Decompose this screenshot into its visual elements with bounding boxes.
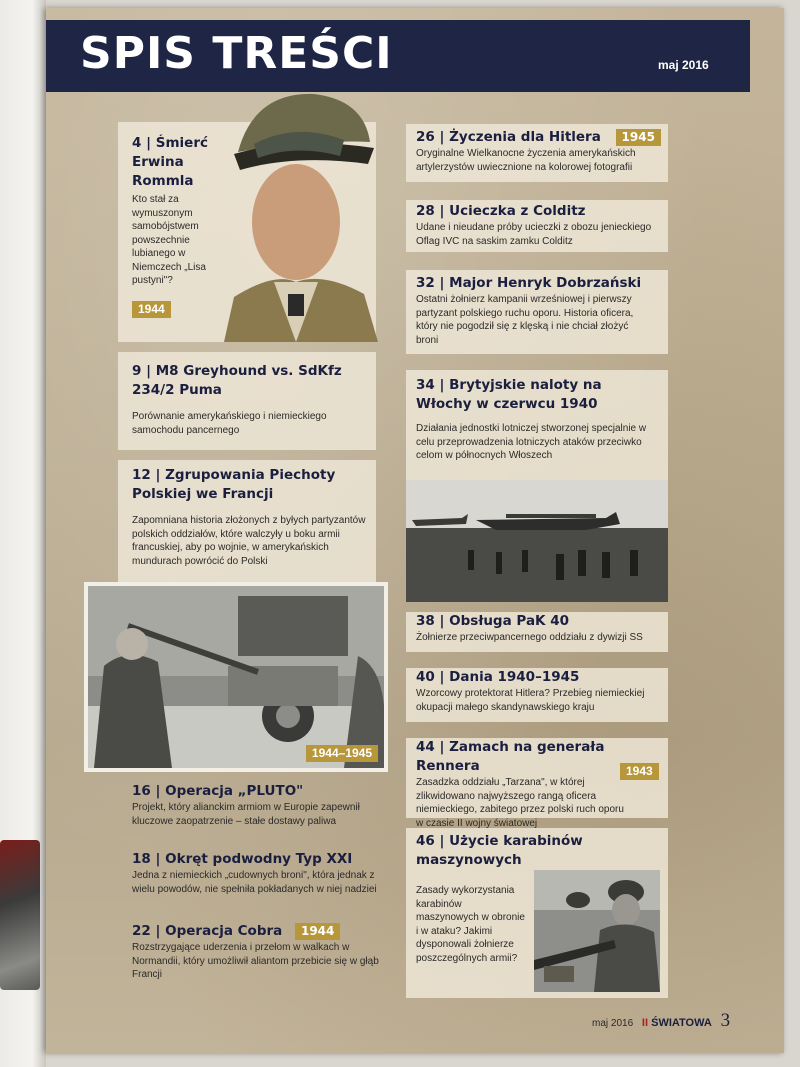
magazine-page — [46, 8, 784, 1053]
article-description: Projekt, który alianckim armiom w Europie zapewnił kluczowe zaopatrzenie – stałe dostawy paliwa — [132, 802, 360, 827]
polish-infantry-photo — [84, 582, 388, 772]
page-title: SPIS TREŚCI — [80, 28, 393, 79]
article-title: 44 | Zamach na generała Rennera — [416, 739, 605, 774]
article-22[interactable] — [132, 922, 392, 982]
page-footer — [592, 1010, 730, 1032]
year-badge: 1944 — [295, 923, 340, 940]
bomber-airfield-photo — [406, 480, 668, 602]
article-description: Zasady wykorzystania karabinów maszynowych w obronie i w ataku? Jakimi dysponowali żołnierze poszczególnych armii? — [416, 885, 525, 964]
article-title: 22 | Operacja Cobra 1944 — [132, 922, 392, 941]
article-16[interactable] — [132, 782, 392, 828]
year-badge: 1944 — [132, 301, 171, 318]
article-description: Jedna z niemieckich „cudownych broni", która jednak z wielu powodów, nie spełniła pokładanych w niej nadziei — [132, 870, 377, 895]
article-title: 40 | Dania 1940–1945 — [416, 669, 580, 685]
article-38-panel[interactable] — [406, 612, 668, 652]
facing-page-edge — [0, 0, 46, 1067]
article-44-panel[interactable] — [406, 738, 668, 829]
article-description: Porównanie amerykańskiego i niemieckiego samochodu pancernego — [132, 411, 327, 436]
article-title: 34 | Brytyjskie naloty na Włochy w czerwcu 1940 — [416, 377, 602, 412]
article-12-panel[interactable] — [118, 460, 376, 582]
article-18[interactable] — [132, 850, 392, 896]
article-26-panel[interactable] — [406, 124, 668, 182]
article-40-panel[interactable] — [406, 668, 668, 722]
article-title: 32 | Major Henryk Dobrzański — [416, 275, 642, 291]
article-description: Udane i nieudane próby ucieczki z obozu jenieckiego Oflag IVC na saskim zamku Colditz — [416, 222, 652, 247]
year-badge: 1944–1945 — [306, 745, 378, 762]
article-title: 12 | Zgrupowania Piechoty Polskiej we Francji — [132, 467, 336, 502]
magazine-cover-thumbnail — [0, 840, 40, 990]
article-title: 28 | Ucieczka z Colditz — [416, 203, 586, 219]
article-description: Rozstrzygające uderzenia i przełom w walkach w Normandii, który umożliwił aliantom przebicie się w głąb Francji — [132, 942, 379, 980]
year-badge: 1945 — [616, 129, 661, 146]
article-description: Kto stał za wymuszonym samobójstwem powszechnie lubianego w Niemczech „Lisa pustyni"? — [132, 194, 206, 286]
machine-gunners-photo — [534, 870, 660, 992]
article-description: Zasadzka oddziału „Tarzana", w której zlikwidowano najwyższego rangą oficera niemieckiego, zabitego przez polski ruch oporu w czasie II wojny światowej — [416, 777, 624, 829]
article-title: 38 | Obsługa PaK 40 — [416, 613, 569, 629]
magazine-brand: II ŚWIATOWA — [641, 1017, 712, 1029]
rommel-portrait-photo — [214, 82, 378, 342]
article-title: 18 | Okręt podwodny Typ XXI — [132, 851, 353, 867]
article-32-panel[interactable] — [406, 270, 668, 354]
article-title: 16 | Operacja „PLUTO" — [132, 783, 304, 799]
issue-date: maj 2016 — [658, 58, 709, 72]
footer-date: maj 2016 — [592, 1018, 634, 1029]
article-description: Oryginalne Wielkanocne życzenia amerykańskich artylerzystów uwiecznione na kolorowej fotografii — [416, 148, 636, 173]
article-9-panel[interactable] — [118, 352, 376, 450]
article-34-panel[interactable] — [406, 370, 668, 602]
article-description: Działania jednostki lotniczej stworzonej specjalnie w celu przeprowadzenia lotniczych ataków przeciwko celom w północnych Włoszech — [416, 423, 647, 461]
article-46-panel[interactable] — [406, 828, 668, 998]
article-description: Wzorcowy protektorat Hitlera? Przebieg niemieckiej okupacji małego skandynawskiego kraju — [416, 688, 645, 713]
article-description: Zapomniana historia złożonych z byłych partyzantów polskich oddziałów, które walczyły u boku armii francuskiej, aby po wojnie, w amerykańskich mundurach powrócić do Polski — [132, 515, 366, 567]
article-title: 4 | Śmierć Erwina Rommla — [132, 135, 208, 189]
article-description: Żołnierze przeciwpancernego oddziału z dywizji SS — [416, 632, 643, 643]
article-title: 46 | Użycie karabinów maszynowych — [416, 833, 583, 868]
year-badge: 1943 — [620, 763, 659, 780]
header-bar — [46, 20, 750, 92]
article-description: Ostatni żołnierz kampanii wrześniowej i pierwszy partyzant polskiego ruchu oporu. Historia oficera, który nie pogodził się z klęską i nie chciał złożyć broni — [416, 294, 634, 346]
article-28-panel[interactable] — [406, 200, 668, 252]
article-title: 26 | Życzenia dla Hitlera 1945 — [416, 128, 666, 147]
article-title: 9 | M8 Greyhound vs. SdKfz 234/2 Puma — [132, 363, 342, 398]
page-number: 3 — [720, 1010, 731, 1031]
